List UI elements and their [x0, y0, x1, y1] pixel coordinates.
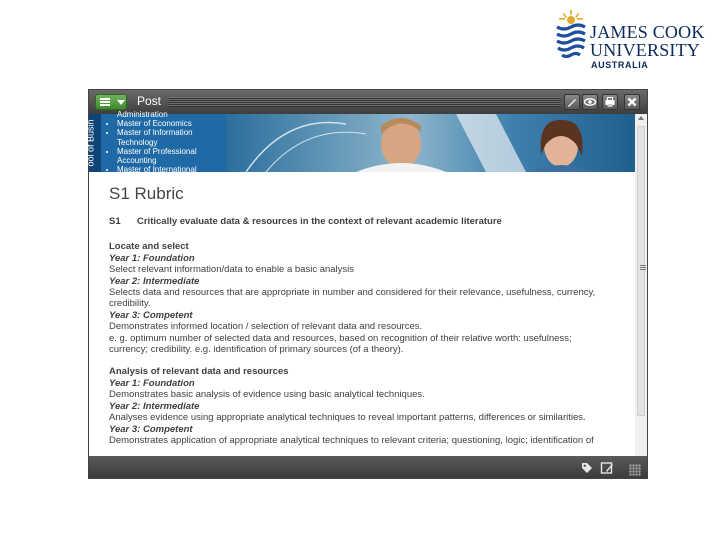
post-content[interactable] — [85, 110, 635, 456]
close-button[interactable] — [624, 94, 640, 110]
page-title: S1 Rubric — [109, 184, 184, 203]
list-item: • Master of International — [117, 165, 226, 174]
drag-handle[interactable] — [169, 97, 561, 107]
banner-photo — [226, 114, 635, 172]
level-label: Year 1: Foundation — [109, 252, 195, 264]
menu-button[interactable] — [95, 94, 127, 110]
chevron-down-icon — [117, 100, 125, 105]
list-item: • Master of Professional Accounting — [117, 147, 226, 165]
level-label: Year 2: Intermediate — [109, 275, 200, 287]
level-text: Select relevant information/data to enable a basic analysis — [109, 264, 355, 276]
level-text: Selects data and resources that are appropriate in number and considered for their relevance, usefulness, currency, credibility. — [109, 287, 596, 310]
scroll-up-icon[interactable] — [638, 116, 644, 120]
list-item: Administration — [117, 110, 168, 119]
logo-text-australia: AUSTRALIA — [591, 60, 649, 70]
logo-text-james-cook: JAMES COOK — [590, 22, 705, 42]
edit-icon[interactable] — [600, 461, 614, 475]
level-label: Year 3: Competent — [109, 423, 193, 435]
list-item: • Master of Economics — [117, 119, 226, 128]
post-window — [85, 90, 647, 478]
close-icon — [625, 95, 639, 109]
rubric-document — [109, 184, 609, 446]
list-item: • Master of Information Technology — [117, 128, 226, 146]
criterion-row — [109, 216, 609, 227]
section-heading: Locate and select — [109, 241, 189, 253]
level-text: Demonstrates informed location / selection of relevant data and resources. — [109, 321, 423, 333]
window-title: Post — [137, 94, 162, 108]
level-label: Year 2: Intermediate — [109, 400, 200, 412]
header-banner — [85, 110, 635, 175]
jcu-logo — [555, 8, 705, 72]
pencil-icon — [565, 95, 579, 109]
view-button[interactable] — [582, 94, 598, 110]
scroll-thumb[interactable] — [637, 126, 645, 416]
criterion-code: S1 — [109, 216, 121, 227]
print-button[interactable] — [602, 94, 618, 110]
print-icon — [603, 95, 617, 109]
logo-text-university: UNIVERSITY — [590, 40, 700, 60]
level-text: Demonstrates application of appropriate analytical techniques to relevant criteria; questioning, logic; identification of — [109, 434, 594, 446]
vertical-scrollbar[interactable] — [635, 114, 647, 456]
criterion-text: Critically evaluate data & resources in the context of relevant academic literature — [137, 216, 502, 227]
resize-handle[interactable] — [629, 464, 641, 476]
scroll-grip-icon — [640, 265, 646, 271]
level-label: Year 1: Foundation — [109, 377, 195, 389]
hamburger-icon — [100, 98, 110, 106]
section-heading: Analysis of relevant data and resources — [109, 366, 289, 378]
banner-side-label: ool of Busin — [89, 114, 101, 172]
level-label: Year 3: Competent — [109, 309, 193, 321]
jcu-shield-icon — [555, 10, 587, 62]
edit-button[interactable] — [564, 94, 580, 110]
level-text: Analyses evidence using appropriate analytical techniques to reveal important patterns, differences or similarities. — [109, 412, 586, 424]
banner-program-list — [101, 110, 226, 175]
level-text: Demonstrates basic analysis of evidence using basic analytical techniques. — [109, 389, 425, 401]
tag-icon[interactable] — [580, 461, 594, 475]
window-bottombar — [89, 456, 647, 478]
level-text-extra: e. g. optimum number of selected data and resources, based on recognition of their relative worth: usefulness; currency; credibility. e.g. identification of primary sources (of a theory). — [109, 332, 572, 356]
eye-icon — [583, 95, 597, 109]
